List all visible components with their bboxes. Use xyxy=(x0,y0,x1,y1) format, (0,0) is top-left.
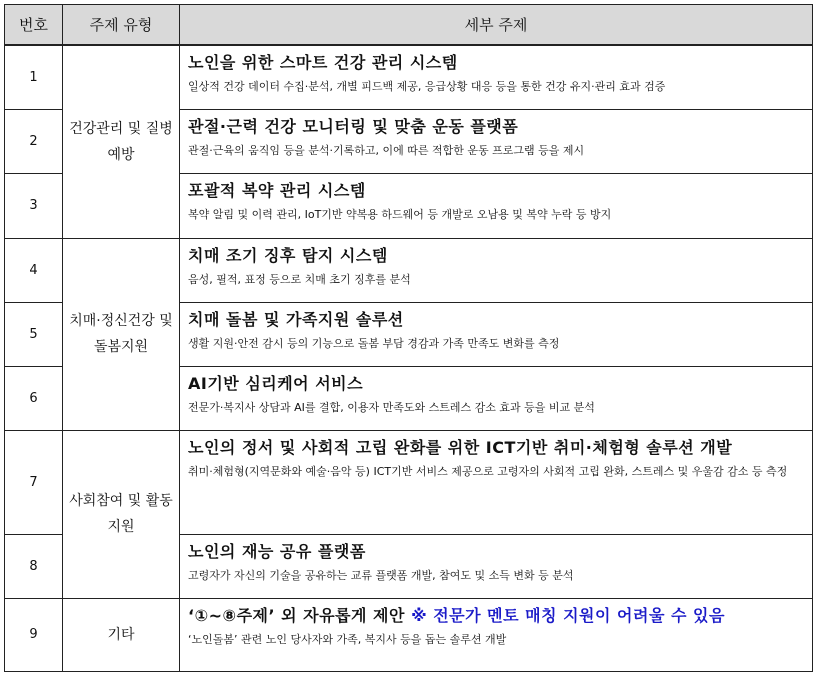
header-detail: 세부 주제 xyxy=(180,5,813,46)
topic-title: 노인을 위한 스마트 건강 관리 시스템 xyxy=(188,53,458,72)
row-number: 2 xyxy=(5,109,63,173)
topic-title: 치매 조기 징후 탐지 시스템 xyxy=(188,245,388,265)
mentor-note: ※ 전문가 멘토 매칭 지원이 어려울 수 있음 xyxy=(411,605,725,625)
row-number: 6 xyxy=(5,366,63,430)
row-number: 1 xyxy=(5,45,63,109)
topic-title-line xyxy=(188,605,804,627)
topic-description: 고령자가 자신의 기술을 공유하는 교류 플랫폼 개발, 참여도 및 소득 변화 등 분석 xyxy=(188,568,574,582)
row-number: 9 xyxy=(5,598,63,671)
topic-title: 관절·근력 건강 모니터링 및 맞춤 운동 플랫폼 xyxy=(188,116,519,136)
detail-cell xyxy=(180,173,813,238)
row-number: 5 xyxy=(5,302,63,366)
table-row xyxy=(5,430,813,534)
topic-type-cell: 사회참여 및 활동 지원 xyxy=(63,430,180,598)
detail-cell xyxy=(180,302,813,366)
topic-type-cell: 치매·정신건강 및 돌봄지원 xyxy=(63,238,180,430)
topic-description: 생활 지원·안전 감시 등의 기능으로 돌봄 부담 경감과 가족 만족도 변화를 측정 xyxy=(188,336,560,350)
table-row xyxy=(5,598,813,671)
topic-type-cell: 기타 xyxy=(63,598,180,671)
topic-type-cell: 건강관리 및 질병예방 xyxy=(63,45,180,238)
topic-description: 복약 알림 및 이력 관리, IoT기반 약복용 하드웨어 등 개발로 오남용 및 복약 누락 등 방지 xyxy=(188,207,612,221)
table-row xyxy=(5,45,813,109)
table-row xyxy=(5,238,813,302)
topic-title: 포괄적 복약 관리 시스템 xyxy=(188,180,366,200)
header-no: 번호 xyxy=(5,5,63,46)
topic-description: 취미·체험형(지역문화와 예술·음악 등) ICT기반 서비스 제공으로 고령자의 사회적 고립 완화, 스트레스 및 우울감 감소 등 측정 xyxy=(188,464,788,478)
topic-title: AI기반 심리케어 서비스 xyxy=(188,373,364,393)
detail-cell xyxy=(180,366,813,430)
topic-title: 노인의 정서 및 사회적 고립 완화를 위한 ICT기반 취미·체험형 솔루션 개발 xyxy=(188,437,733,457)
topic-title: 노인의 재능 공유 플랫폼 xyxy=(188,541,366,561)
topic-description: 일상적 건강 데이터 수집·분석, 개별 피드백 제공, 응급상황 대응 등을 통한 건강 유지·관리 효과 검증 xyxy=(188,80,666,93)
topic-description: 관절·근육의 움직임 등을 분석·기록하고, 이에 따른 적합한 운동 프로그램 등을 제시 xyxy=(188,143,585,157)
detail-cell xyxy=(180,109,813,173)
topic-description: 음성, 필적, 표정 등으로 치매 초기 징후를 분석 xyxy=(188,272,411,286)
detail-cell xyxy=(180,238,813,302)
topic-title: 치매 돌봄 및 가족지원 솔루션 xyxy=(188,309,404,329)
topics-table xyxy=(4,4,813,672)
topic-description: ‘노인돌봄’ 관련 노인 당사자와 가족, 복지사 등을 돕는 솔루션 개발 xyxy=(188,632,507,646)
header-row xyxy=(5,5,813,46)
row-number: 7 xyxy=(5,430,63,534)
detail-cell xyxy=(180,598,813,671)
row-number: 3 xyxy=(5,173,63,238)
row-number: 8 xyxy=(5,534,63,598)
header-type: 주제 유형 xyxy=(63,5,180,46)
topic-description: 전문가·복지사 상담과 AI를 결합, 이용자 만족도와 스트레스 감소 효과 등을 비교 분석 xyxy=(188,400,595,414)
detail-cell xyxy=(180,45,813,109)
detail-cell xyxy=(180,430,813,534)
detail-cell xyxy=(180,534,813,598)
topic-title: ‘①~⑧주제’ 외 자유롭게 제안 xyxy=(188,605,405,625)
row-number: 4 xyxy=(5,238,63,302)
